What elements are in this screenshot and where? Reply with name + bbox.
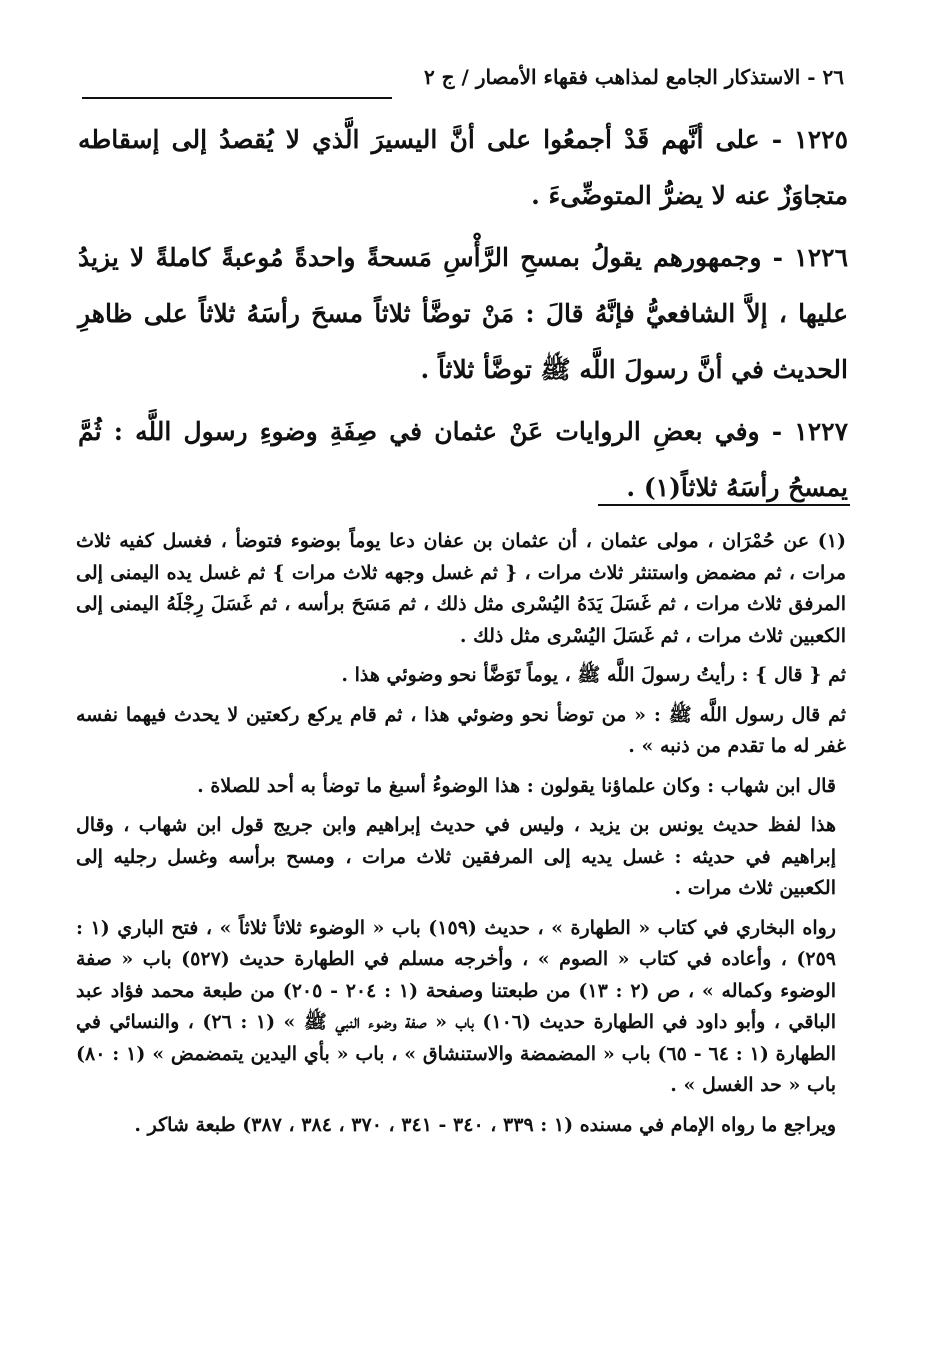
paragraph-1225: ١٢٢٥ - على أنَّهم قَدْ أجمعُوا على أنَّ اليسيرَ الَّذي لا يُقصدُ إلى إسقاطه متجاوَزٌ عنه لا يضرُّ المتوضِّىءَ . [78,125,848,210]
paragraph-1226: ١٢٢٦ - وجمهورهم يقولُ بمسحِ الرَّأْسِ مَسحةً واحدةً مُوعبةً كاملةً لا يزيدُ عليها ، إلاَّ الشافعيُّ فإنَّهُ قالَ : مَنْ توضَّأ ثلاثاً مسحَ رأسَهُ ثلاثاً على ظاهرِ الحديث في أنَّ رسولَ اللَّه ﷺ توضَّأ ثلاثاً . [78,243,848,384]
footnote-paragraph: قال ابن شهاب : وكان علماؤنا يقولون : هذا الوضوءُ أسبغ ما توضأ به أحد للصلاة . [197,774,836,797]
footnotes [76,526,846,1149]
footnote-1: (١) عن حُمْرَان ، مولى عثمان ، أن عثمان بن عفان دعا يوماً بوضوء فتوضأ ، فغسل كفيه ثلاث مرات ، ثم مضمض واستنثر ثلاث مرات ، { ثم غسل وجهه ثلاث مرات } ثم غسل يده اليمنى إلى المرفق ثلاث مرات ، ثم غَسَلَ يَدَهُ اليُسْرى مثل ذلك ، ثم مَسَحَ برأسه ، ثم غَسَلَ رِجْلَهُ اليمنى إلى الكعبين ثلاث مرات ، ثم غَسَلَ اليُسْرى مثل ذلك . [76,530,846,647]
footnote-paragraph: ثم { قال } : رأيتُ رسولَ اللَّه ﷺ ، يوماً تَوَضَّأ نحو وضوئي هذا . [341,664,846,686]
running-header: ٢٦ - الاستذكار الجامع لمذاهب فقهاء الأمصار / ج ٢ [423,65,844,89]
footnote-references: رواه البخاري في كتاب « الطهارة » ، حديث (١٥٩) باب « الوضوء ثلاثاً ثلاثاً » ، فتح الباري (١ : ٢٥٩) ، وأعاده في كتاب « الصوم » ، وأخرجه مسلم في الطهارة حديث (٥٢٧) باب « صفة الوضوء وكماله » ، ص (٢ : ١٣) من طبعتنا وصفحة (١ : ٢٠٤ - ٢٠٥) من طبعة محمد فؤاد عبد الباقي ، وأبو داود في الطهارة حديث (١٠٦) باب « صفة وضوء النبي ﷺ » (١ : ٢٦) ، والنسائي في الطهارة (١ : ٦٤ - ٦٥) باب « المضمضة والاستنشاق » ، باب « بأي اليدين يتمضمض » (١ : ٨٠) باب « حد الغسل » . [76,916,837,1096]
header-rule [82,97,392,99]
paragraph-1227: ١٢٢٧ - وفي بعضِ الروايات عَنْ عثمان في صِفَةِ وضوءِ رسول اللَّه : ثُمَّ يمسحُ رأسَهُ ثلاثاً(١) . [78,417,848,502]
footnote-references: ويراجع ما رواه الإمام في مسنده (١ : ٣٣٩ ، ٣٤٠ - ٣٤١ ، ٣٧٠ ، ٣٨٤ ، ٣٨٧) طبعة شاكر . [134,1113,836,1136]
footnote-paragraph: ثم قال رسول اللَّه ﷺ : « من توضأ نحو وضوئي هذا ، ثم قام يركع ركعتين لا يحدث فيهما نفسه غفر له ما تقدم من ذنبه » . [76,703,846,757]
footnote-separator [598,504,850,506]
footnote-paragraph: هذا لفظ حديث يونس بن يزيد ، وليس في حديث إبراهيم وابن جريج قول ابن شهاب ، وقال إبراهيم في حديثه : غسل يديه إلى المرفقين ثلاث مرات ، ومسح برأسه وغسل رجليه إلى الكعبين ثلاث مرات . [76,814,836,899]
main-text [78,112,848,522]
